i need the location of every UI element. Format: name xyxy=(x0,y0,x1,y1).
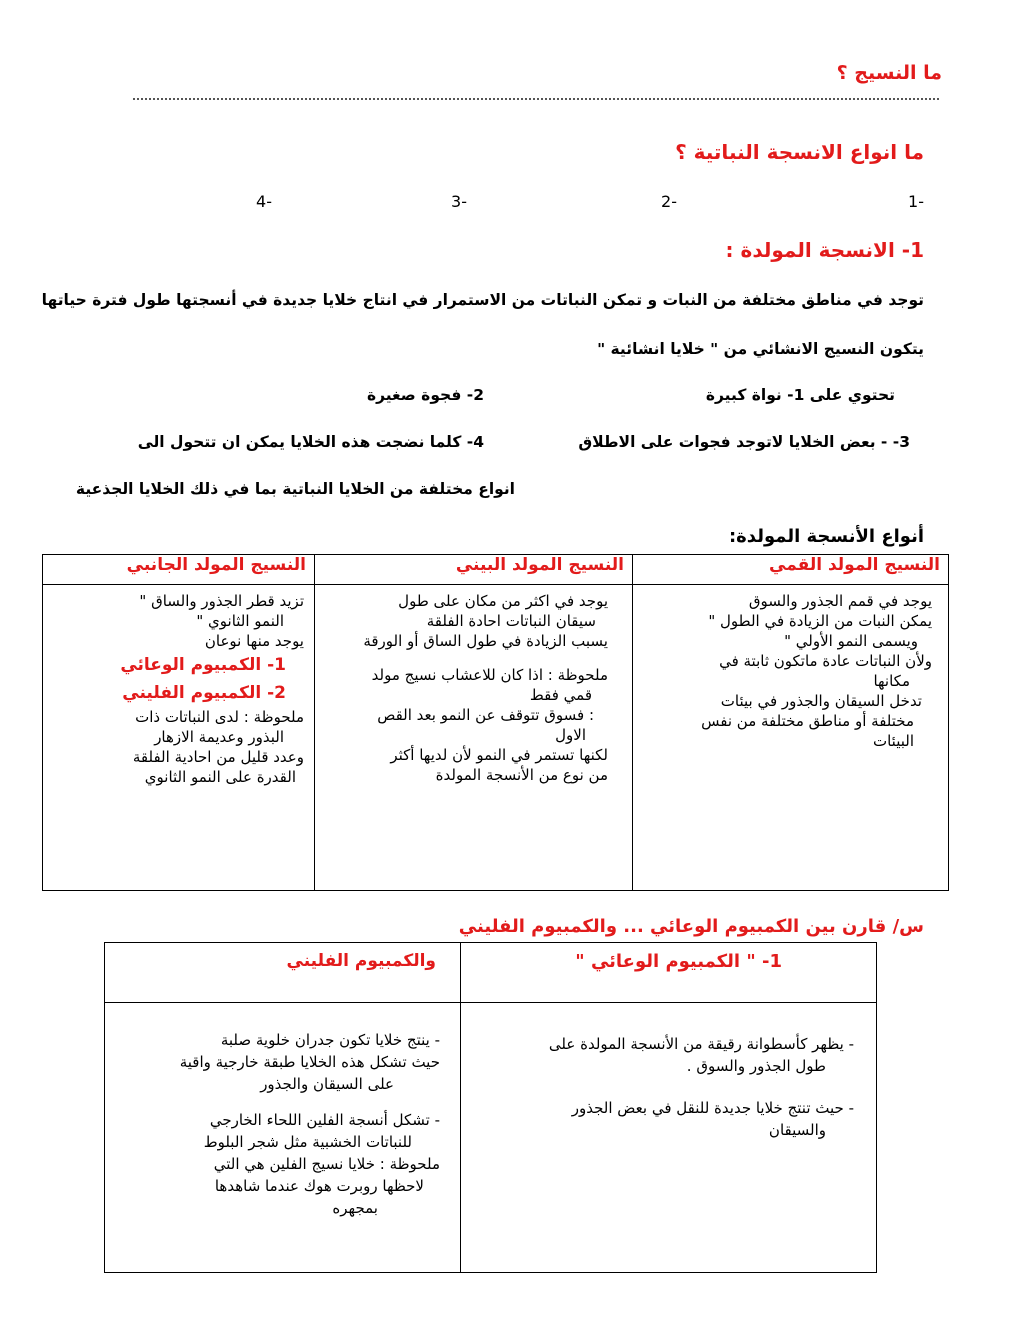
intercalary-line: يوجد في اكثر من مكان على طول xyxy=(398,592,608,610)
cell-cork-cambium xyxy=(105,1003,461,1273)
cork-line: لاحظها روبرت هوك عندما شاهدها xyxy=(214,1177,424,1195)
cork-line: على السيقان والجذور xyxy=(260,1075,394,1093)
feature-item-3: 3- - بعض الخلايا لاتوجد فجوات على الاطلاق xyxy=(578,433,910,451)
intercalary-line: سيقان النباتات احادة الفلقة xyxy=(426,612,596,630)
feature-item-4: 4- كلما نضجت هذه الخلايا يمكن ان تتحول الى xyxy=(137,433,484,451)
meristem-cells-line: يتكون النسيج الانشائي من " خلايا انشائية " xyxy=(597,340,924,358)
header-lateral: النسيج المولد الجانبي xyxy=(43,555,315,585)
lateral-line: البذور وعديمة الازهار xyxy=(154,728,284,746)
question-what-is-tissue: ما النسيج ؟ xyxy=(836,62,942,84)
intercalary-line: قمي فقط xyxy=(529,686,592,704)
header-intercalary: النسيج المولد البيني xyxy=(315,555,633,585)
cork-line: - تشكل أنسجة الفلين اللحاء الخارجي xyxy=(209,1111,440,1129)
question-plant-tissue-types: ما انواع الانسجة النباتية ؟ xyxy=(675,140,924,164)
blank-number-1: -1 xyxy=(908,192,924,211)
cork-line: حيث تشكل هذه الخلايا طبقة خارجية واقية xyxy=(179,1053,440,1071)
lateral-line: تزيد قطر الجذور والساق " xyxy=(139,592,304,610)
lateral-line: القدرة على النمو الثانوي xyxy=(144,768,296,786)
cork-line: للنباتات الخشبية مثل شجر البلوط xyxy=(203,1133,412,1151)
lateral-type-cork: 2- الكمبيوم الفليني xyxy=(122,683,286,703)
apical-line: ويسمى النمو الأولي " xyxy=(784,632,918,650)
blank-number-3: -3 xyxy=(451,192,467,211)
apical-line: مختلفة أو مناطق مختلفة من نفس xyxy=(701,712,914,730)
lateral-type-vascular: 1- الكمبيوم الوعائي xyxy=(120,655,286,675)
apical-line: يوجد في قمم الجذور والسوق xyxy=(748,592,932,610)
meristem-description: توجد في مناطق مختلفة من النبات و تمكن النباتات من الاستمرار في انتاج خلايا جديدة في أنسجتها طول فترة حياتها xyxy=(41,291,924,309)
lateral-line: وعدد قليل من احادية الفلقة xyxy=(132,748,304,766)
intercalary-line: يسبب الزيادة في طول الساق أو الورقة xyxy=(363,632,608,650)
intercalary-line: ملحوظة : اذا كان للاعشاب نسيج مولد xyxy=(371,666,608,684)
apical-line: مكانها xyxy=(873,672,910,690)
apical-line: يمكن النبات من الزيادة في الطول " xyxy=(708,612,932,630)
intercalary-line: لكنها تستمر في النمو لأن لديها أكثر xyxy=(390,746,608,764)
apical-line: البيئات xyxy=(872,732,914,750)
cell-vascular-cambium xyxy=(461,1003,877,1273)
vascular-line: طول الجذور والسوق . xyxy=(686,1057,826,1075)
meristem-heading: 1- الانسجة المولدة : xyxy=(725,238,924,262)
vascular-line: - يظهر كأسطوانة رقيقة من الأنسجة المولدة على xyxy=(548,1035,854,1053)
cell-lateral xyxy=(43,585,315,891)
answer-dotted-line xyxy=(133,98,939,100)
cork-line: - ينتج خلايا تكون جدران خلوية صلبة xyxy=(220,1031,440,1049)
cell-apical xyxy=(633,585,949,891)
meristem-types-title: أنواع الأنسجة المولدة: xyxy=(728,526,924,547)
meristem-types-table xyxy=(42,554,949,891)
blank-number-2: -2 xyxy=(661,192,677,211)
intercalary-line: : فسوق تتوقف عن النمو بعد القص xyxy=(377,706,594,724)
feature-item-4-continued: انواع مختلفة من الخلايا النباتية بما في ذلك الخلايا الجذعية xyxy=(75,480,515,498)
vascular-line: - حيث تنتج خلايا جديدة للنقل في بعض الجذور xyxy=(571,1099,854,1117)
lateral-line: ملحوظة : لدى النباتات ذات xyxy=(135,708,304,726)
feature-item-2: 2- فجوة صغيرة xyxy=(366,386,484,404)
intercalary-line: الاول xyxy=(555,726,586,744)
intercalary-line: من نوع من الأنسجة المولدة xyxy=(435,766,608,784)
vascular-line: والسيقان xyxy=(768,1121,826,1139)
header-vascular-cambium: 1- " الكمبيوم الوعائي " xyxy=(461,943,877,1003)
apical-line: ولأن النباتات عادة ماتكون ثابتة في xyxy=(719,652,932,670)
apical-line: تدخل السيقان والجذور في بيئات xyxy=(720,692,922,710)
compare-table xyxy=(104,942,877,1273)
lateral-line: يوجد منها نوعان xyxy=(204,632,304,650)
cell-intercalary xyxy=(315,585,633,891)
header-apical: النسيج المولد القمي xyxy=(633,555,949,585)
feature-item-1: تحتوي على 1- نواة كبيرة xyxy=(705,386,895,404)
blank-number-4: -4 xyxy=(256,192,272,211)
lateral-line: النمو الثانوي " xyxy=(196,612,284,630)
cork-line: بمجهره xyxy=(332,1199,378,1217)
compare-question: س/ قارن بين الكمبيوم الوعائي ... والكمبيوم الفليني xyxy=(458,916,924,937)
cork-line: ملحوظة : خلايا نسيج الفلين هي التي xyxy=(213,1155,440,1173)
header-cork-cambium: والكمبيوم الفليني xyxy=(105,943,461,1003)
